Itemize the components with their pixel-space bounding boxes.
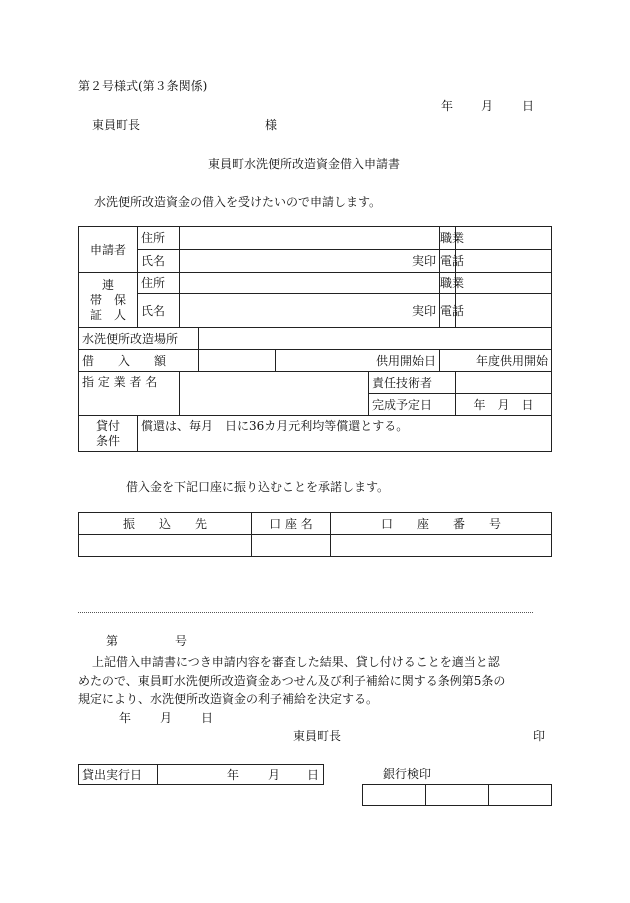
header-date-year: 年: [441, 99, 454, 113]
applicant-address-label: 住所: [138, 227, 180, 250]
guarantor-seal-label: 実印: [411, 303, 436, 318]
applicant-occupation-label: 職業: [440, 227, 456, 250]
guarantor-char-2: 帯 保: [89, 292, 126, 307]
application-table: [78, 226, 552, 452]
guarantor-phone-field[interactable]: [456, 294, 552, 328]
decision-seal: 印: [533, 729, 546, 743]
guarantor-address-label: 住所: [138, 273, 180, 294]
guarantor-char-3: 証 人: [89, 307, 126, 322]
bank-account-number-field[interactable]: [331, 535, 552, 557]
guarantor-name-field[interactable]: [180, 294, 440, 328]
completion-date-field[interactable]: 年 月 日: [456, 394, 552, 416]
bank-table: [78, 512, 552, 557]
decision-line-2: めたので、東員町水洗便所改造資金あつせん及び利子補給に関する条例第5条の: [78, 674, 506, 688]
cut-line: [78, 612, 533, 613]
addressee-honorific: 様: [265, 118, 278, 132]
loan-execution-table: [78, 764, 324, 785]
decision-date-day: 日: [201, 711, 214, 725]
chief-engineer-label: 責任技術者: [369, 372, 456, 394]
form-number: 第２号様式(第３条関係): [78, 79, 208, 93]
applicant-name-field[interactable]: [180, 250, 440, 273]
guarantor-name-label: 氏名: [138, 294, 180, 328]
header-date-month: 月: [481, 99, 494, 113]
bank-seal-boxes: [362, 784, 552, 806]
guarantor-address-field[interactable]: [180, 273, 440, 294]
fiscal-year-start[interactable]: 年度供用開始: [440, 350, 552, 372]
guarantor-occupation-label: 職業: [440, 273, 456, 294]
completion-date-label: 完成予定日: [369, 394, 456, 416]
decision-date-month: 月: [160, 711, 173, 725]
guarantor-char-1: 連: [101, 277, 114, 292]
applicant-seal-label: 実印: [411, 254, 436, 268]
start-date-label: 供用開始日: [276, 350, 440, 372]
applicant-phone-field[interactable]: [456, 250, 552, 273]
loan-conditions-label: [79, 416, 138, 452]
location-field[interactable]: [199, 328, 552, 350]
loan-conditions-label-2: 条件: [95, 433, 120, 448]
intro-text: 水洗便所改造資金の借入を受けたいので申請します。: [94, 195, 382, 209]
bank-seal-box-1[interactable]: [363, 785, 426, 806]
loan-amount-field[interactable]: [199, 350, 276, 372]
guarantor-label: [79, 273, 138, 328]
bank-header-destination: 振 込 先: [79, 513, 252, 535]
bank-header-account-name: 口 座 名: [252, 513, 331, 535]
applicant-address-field[interactable]: [180, 227, 440, 250]
consent-text: 借入金を下記口座に振り込むことを承諾します。: [126, 480, 390, 494]
loan-conditions-label-1: 貸付: [95, 418, 120, 433]
applicant-name-label: 氏名: [138, 250, 180, 273]
decision-line-1: 上記借入申請書につき申請内容を審査した結果、貸し付けることを適当と認: [92, 655, 500, 669]
loan-amount-label: 借 入 額: [79, 350, 199, 372]
applicant-phone-label: 電話: [440, 250, 456, 273]
bank-seal-label: 銀行検印: [383, 767, 432, 781]
document-title: 東員町水洗便所改造資金借入申請書: [208, 157, 401, 171]
loan-conditions-text: 償還は、毎月 日に36カ月元利均等償還とする。: [138, 416, 552, 452]
applicant-label: 申請者: [79, 227, 138, 273]
guarantor-phone-label: 電話: [440, 294, 456, 328]
loan-execution-year: 年: [227, 767, 240, 782]
decision-line-3: 規定により、水洗便所改造資金の利子補給を決定する。: [78, 692, 379, 706]
guarantor-occupation-field[interactable]: [456, 273, 552, 294]
bank-seal-box-3[interactable]: [489, 785, 552, 806]
header-date-day: 日: [522, 99, 535, 113]
decision-number-prefix: 第: [106, 634, 119, 648]
loan-execution-day: 日: [307, 767, 320, 782]
loan-execution-label: 貸出実行日: [79, 765, 158, 785]
decision-mayor: 東員町長: [293, 729, 342, 743]
loan-execution-month: 月: [268, 767, 281, 782]
decision-number-suffix: 号: [175, 634, 188, 648]
contractor-label: 指 定 業 者 名: [79, 372, 180, 416]
location-label: 水洗便所改造場所: [79, 328, 199, 350]
bank-seal-box-2[interactable]: [426, 785, 489, 806]
chief-engineer-field[interactable]: [456, 372, 552, 394]
bank-account-name-field[interactable]: [252, 535, 331, 557]
decision-date-year: 年: [119, 711, 132, 725]
bank-destination-field[interactable]: [79, 535, 252, 557]
contractor-field[interactable]: [180, 372, 369, 416]
bank-header-account-number: 口 座 番 号: [331, 513, 552, 535]
addressee: 東員町長: [92, 118, 141, 132]
loan-execution-date-field[interactable]: [158, 765, 324, 785]
applicant-occupation-field[interactable]: [456, 227, 552, 250]
